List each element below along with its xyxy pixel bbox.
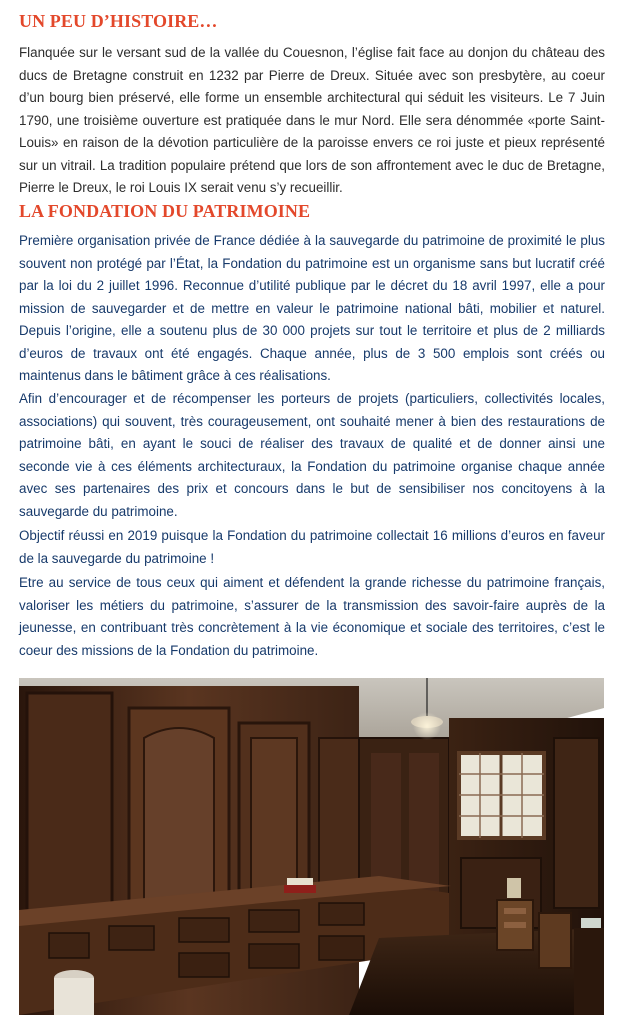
fondation-heading: LA FONDATION DU PATRIMOINE [19, 201, 311, 221]
fondation-paragraph-1: Première organisation privée de France dédiée à la sauvegarde du patrimoine de proximité le plus souvent non protégé par l’État, la Fondation du patrimoine est un organisme sans but lucratif créé par la loi du 2 juillet 1996. Reconnue d’utilité publique par le décret du 18 avril 1997, elle a pour mission de sauvegarder et de mettre en valeur le patrimoine national bâti, mobilier et naturel. Depuis l’origine, elle a soutenu plus de 30 000 projets sur tout le territoire et plus de 2 milliards d’euros de travaux ont été engagés. Chaque année, plus de 3 500 emplois sont créés ou maintenus dans le bâtiment grâce à ces réalisations. [19, 233, 605, 383]
fondation-paragraph-2: Afin d’encourager et de récompenser les porteurs de projets (particuliers, collectivités locales, associations) qui souvent, très courageusement, ont souhaité mener à bien des restaurations de patrimoine bâti, en ayant le souci de réaliser des travaux de qualité et de donner ainsi une seconde vie à ces éléments architecturaux, la Fondation du patrimoine organise chaque année avec ses partenaires des prix et concours dans le but de sensibiliser nos concitoyens à la sauvegarde du patrimoine. [19, 391, 605, 519]
history-heading: UN PEU D’HISTOIRE… [19, 11, 218, 31]
fondation-paragraph-4: Etre au service de tous ceux qui aiment et défendent la grande richesse du patrimoine français, valoriser les métiers du patrimoine, s’assurer de la transmission des savoir-faire auprès de la jeunesse, en contribuant très concrètement à la vie économique et sociale des territoires, c’est le coeur des missions de la Fondation du patrimoine. [19, 575, 605, 658]
history-paragraph: Flanquée sur le versant sud de la vallée du Couesnon, l’église fait face au donjon du château des ducs de Bretagne construit en 1232 par Pierre de Dreux. Située avec son presbytère, au coeur d’un bourg bien préservé, elle forme un ensemble architectural qui séduit les visiteurs. Le 7 Juin 1790, une troisième ouverture est pratiquée dans le mur Nord. Elle sera dénommée «porte Saint-Louis» en raison de la dévotion particulière de la paroisse envers ce roi juste et pieux représenté sur un vitrail. La tradition populaire prétend que lors de son affrontement avec le duc de Bretagne, Pierre le Dreux, le roi Louis IX serait venu s’y recueillir. [19, 45, 605, 195]
candle [54, 978, 94, 1015]
sacristy-photo [19, 678, 604, 1015]
fondation-paragraph-3: Objectif réussi en 2019 puisque la Fondation du patrimoine collectait 16 millions d’euros en faveur de la sauvegarde du patrimoine ! [19, 528, 605, 566]
